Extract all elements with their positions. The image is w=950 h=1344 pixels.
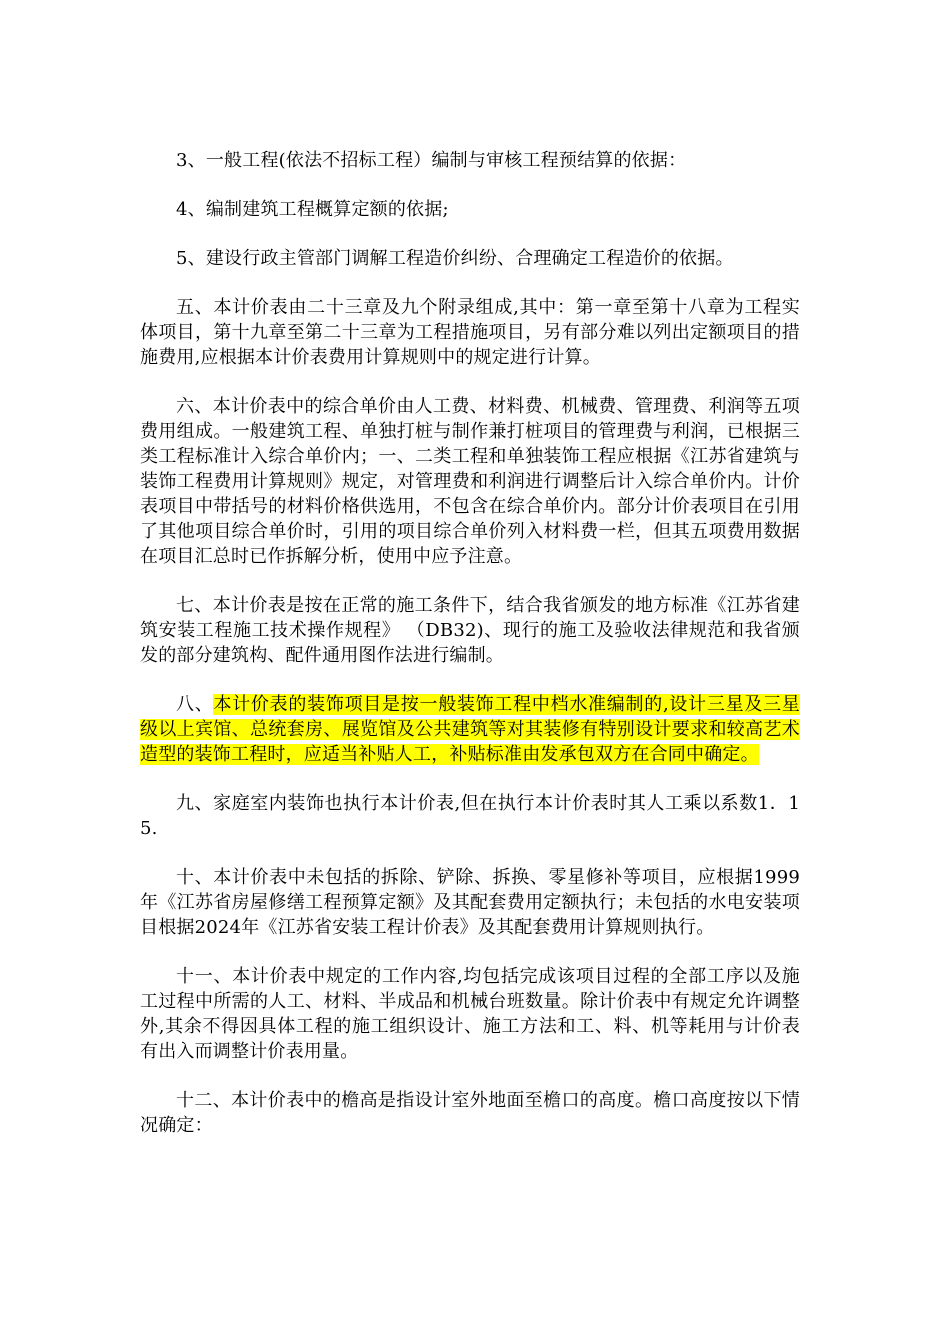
document-body (140, 148, 800, 1162)
paragraph-item-3: 3、一般工程(依法不招标工程）编制与审核工程预结算的依据： (176, 150, 687, 171)
paragraph-section-9: 九、家庭室内装饰也执行本计价表,但在执行本计价表时其人工乘以系数1．15. (140, 793, 800, 839)
paragraph-section-8-highlighted (140, 692, 800, 767)
paragraph-item-5: 5、建设行政主管部门调解工程造价纠纷、合理确定工程造价的依据。 (176, 248, 734, 269)
paragraph-section-12: 十二、本计价表中的檐高是指设计室外地面至檐口的高度。檐口高度按以下情况确定： (140, 1090, 800, 1136)
paragraph-section-6: 六、本计价表中的综合单价由人工费、材料费、机械费、管理费、利润等五项费用组成。一般建筑工程、单独打桩与制作兼打桩项目的管理费与利润，已根据三类工程标准计入综合单价内；一、二类工程和单独装饰工程应根据《江苏省建筑与装饰工程费用计算规则》规定，对管理费和利润进行调整后计入综合单价内。计价表项目中带括号的材料价格供选用，不包含在综合单价内。部分计价表项目在引用了其他项目综合单价时，引用的项目综合单价列入材料费一栏，但其五项费用数据在项目汇总时已作拆解分析，使用中应予注意。 (140, 396, 800, 567)
highlight-prefix: 八、 (176, 694, 214, 715)
paragraph-section-5: 五、本计价表由二十三章及九个附录组成,其中：第一章至第十八章为工程实体项目，第十九章至第二十三章为工程措施项目，另有部分难以列出定额项目的措施费用,应根据本计价表费用计算规则中的规定进行计算。 (140, 297, 800, 368)
highlighted-text: 本计价表的装饰项目是按一般装饰工程中档水准编制的,设计三星及三星级以上宾馆、总统套房、展览馆及公共建筑等对其装修有特别设计要求和较高艺术造型的装饰工程时，应适当补贴人工，补贴标准由发承包双方在合同中确定。 (140, 694, 800, 765)
paragraph-section-11: 十一、本计价表中规定的工作内容,均包括完成该项目过程的全部工序以及施工过程中所需的人工、材料、半成品和机械台班数量。除计价表中有规定允许调整外,其余不得因具体工程的施工组织设计、施工方法和工、料、机等耗用与计价表有出入而调整计价表用量。 (140, 966, 800, 1062)
paragraph-section-7: 七、本计价表是按在正常的施工条件下，结合我省颁发的地方标准《江苏省建筑安装工程施工技术操作规程》 （DB32)、现行的施工及验收法律规范和我省颁发的部分建筑构、配件通用图作法进行编制。 (140, 595, 800, 666)
paragraph-section-10: 十、本计价表中未包括的拆除、铲除、拆换、零星修补等项目，应根据1999年《江苏省房屋修缮工程预算定额》及其配套费用定额执行；未包括的水电安装项目根据2024年《江苏省安装工程计价表》及其配套费用计算规则执行。 (140, 867, 800, 938)
paragraph-item-4: 4、编制建筑工程概算定额的依据; (176, 199, 449, 220)
